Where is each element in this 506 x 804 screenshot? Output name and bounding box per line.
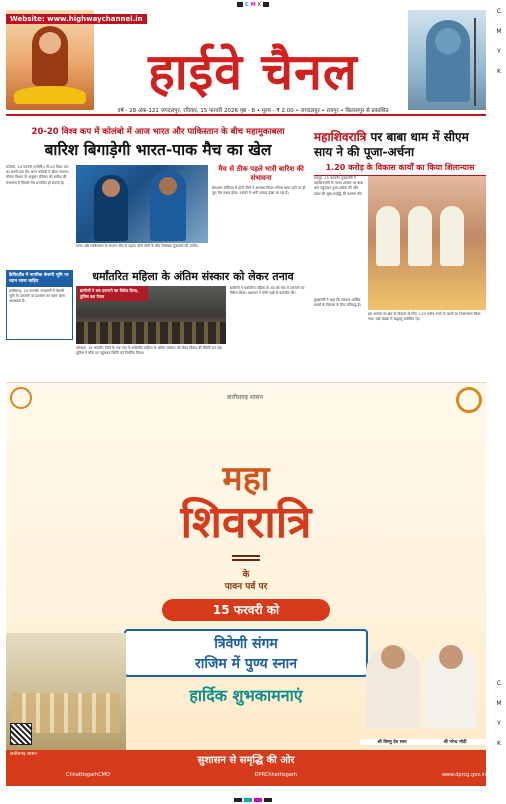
qr-code-icon [10, 723, 32, 745]
lead-column-text: कोलंबो, 14 फरवरी (एजेंसी)। टी-20 विश्व कप का सबसे बड़ा मैच आज कोलंबो में खेला जाएगा। मौसम विभाग के अनुसार रविवार को बारिश की संभावना है जिससे मैच प्रभावित हो सकता है। [6, 165, 69, 185]
website-label: Website: www.highwaychannel.in [6, 14, 147, 24]
lead-headline: बारिश बिगाड़ेगी भारत-पाक मैच का खेल [44, 141, 272, 159]
ad-socials [66, 772, 486, 778]
ad-title-top: महा [222, 459, 270, 499]
second-side-text: ग्रामीणों ने धर्मांतरित महिला के शव को गांव में दफनाने का विरोध किया। प्रशासन ने दोनों पक्षों से बातचीत की। [230, 286, 305, 296]
masthead-rule [6, 114, 486, 116]
lead-side-text: प्रेमदासा स्टेडियम में दोनों टीमों ने अभ्यास किया। मौसम साफ रहने पर ही पूरा मैच संभव होगा। दर्शकों में भारी उत्साह देखा जा रहा है। [212, 186, 306, 196]
right-subheadline: 1.20 करोड़ के विकास कार्यों का किया शिलान्यास [314, 162, 486, 176]
second-column-text: दंतेवाड़ा, 15 फरवरी। जिले के एक गांव में धर्मांतरित महिला के अंतिम संस्कार को लेकर विवाद की स्थिति बन गई। पुलिस ने मौके पर पहुंचकर स्थिति को नियंत्रित किया। [76, 346, 223, 356]
ad-wishes: हार्दिक शुभकामनाएं [189, 686, 303, 705]
ad-highlight-box [124, 629, 368, 677]
newspaper-logo: हाईवे चैनल [148, 42, 358, 101]
leader-name-b: श्री नरेन्द्र मोदी [424, 739, 486, 745]
lead-photo-caption: भारत और पाकिस्तान के कप्तान टॉस से पहले। दोनों टीमों के बीच रोमांचक मुकाबले की उम्मीद। [76, 244, 199, 248]
capital-news-box [6, 270, 73, 340]
trishul-icon [232, 555, 260, 561]
registration-marks-top: C M K [0, 0, 506, 9]
social-website: www.dprcg.gov.in [441, 772, 486, 778]
ad-sub2: पावन पर्व पर [224, 582, 268, 592]
registration-marks-bottom [0, 798, 506, 802]
emblem-icon [10, 387, 32, 409]
ad-footer [6, 750, 486, 786]
ad-govt-label: छत्तीसगढ़ शासन [10, 752, 37, 757]
dateline: वर्ष - 28 अंक-121 जगदलपुर, रविवार, 15 फरवरी 2026 पृष्ठ - 8 • मूल्य - ₹ 2.00 • जगदलपुर • रायपुर • बिलासपुर से प्रकाशित [117, 108, 389, 114]
ad-box-line2: राजिम में पुण्य स्नान [195, 656, 297, 672]
lead-side-headline: मैच से ठीक पहले भारी बारिश की संभावना [218, 165, 304, 182]
ad-title-main: शिवरात्रि [180, 497, 312, 548]
lead-kicker: 20-20 विश्व कप में कोलंबो में आज भारत और पाकिस्तान के बीच महामुकाबला [31, 127, 285, 137]
ad-leaders-image [360, 641, 486, 751]
ad-slogan: सुशासन से समृद्धि की ओर [197, 755, 295, 766]
registration-marks-side-bottom: C M Y K [496, 680, 502, 747]
masthead-left-image [6, 10, 94, 110]
right-column-text-1: रायपुर, 15 फरवरी। मुख्यमंत्री ने महाशिवरात्रि के पावन अवसर पर बाबा धाम पहुंचकर पूजा-अर्चना की और प्रदेश की सुख-समृद्धि की कामना की। [314, 176, 364, 196]
right-column-text-2: इस अवसर पर क्षेत्र के विकास के लिए 1.20 करोड़ रुपये के कार्यों का शिलान्यास किया गया। बड़ी संख्या में श्रद्धालु उपस्थित रहे। [368, 312, 481, 322]
second-kicker: ग्रामीणों ने शव दफनाने का विरोध किया, पुलिस बल तैनात [78, 286, 148, 301]
capital-news-text: छत्तीसगढ़, 15 फरवरी। राजधानी में बेनामी भूमि के प्रकरणों पर प्रशासन का ध्यान जाना आवश्यक है। [9, 289, 66, 303]
ad-badge: छत्तीसगढ़ शासन [227, 394, 263, 401]
ad-date: 15 फरवरी को [162, 599, 330, 621]
masthead-right-image [408, 10, 486, 110]
social-dpr: DPRChhattisgarh [254, 772, 298, 778]
right-photo [368, 176, 486, 310]
lead-photo [76, 165, 208, 243]
right-headline-highlight: महाशिवरात्रि [314, 130, 367, 144]
ad-box-line1: त्रिवेणी संगम [214, 636, 278, 652]
capital-news-title: कैपिटलैंड में नागरिक बेनामी भूमि पर ध्यान जाना चाहिए [7, 271, 72, 287]
leader-name-a: श्री विष्णु देव साय [360, 739, 424, 745]
right-headline-rest: पर बाबा धाम में सीएम साय ने की पूजा-अर्चना [314, 130, 469, 159]
ad-sub1: के [242, 570, 250, 580]
advertisement [6, 382, 486, 786]
registration-marks-side: C M Y K [496, 8, 502, 75]
right-headline [314, 130, 486, 160]
rings-icon [456, 387, 482, 413]
right-column-text-3: मुख्यमंत्री ने कहा कि सरकार धार्मिक स्थलों के विकास के लिए प्रतिबद्ध है। [314, 298, 361, 308]
social-cmo: ChhattisgarhCMO [66, 772, 110, 778]
second-headline: धर्मांतरित महिला के अंतिम संस्कार को लेकर तनाव [92, 270, 294, 283]
